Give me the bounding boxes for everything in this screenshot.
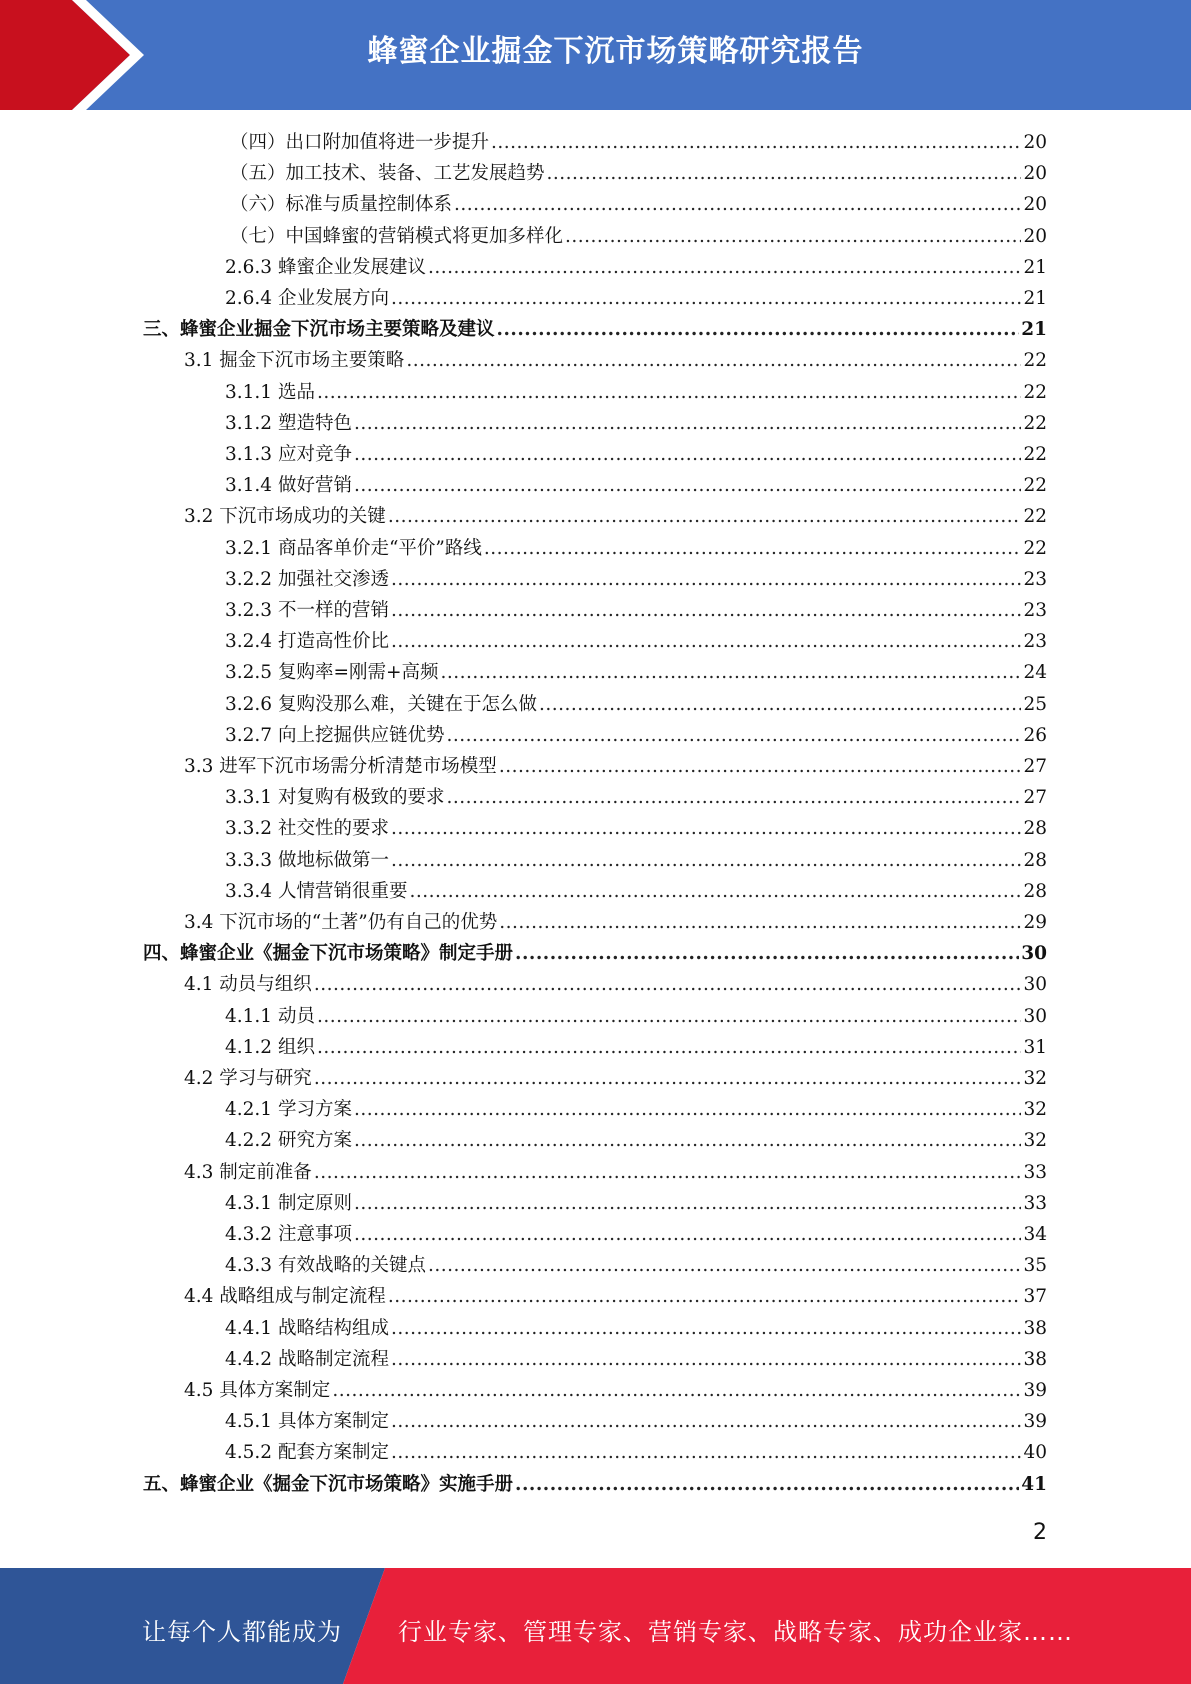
toc-entry-page: 24 xyxy=(1023,662,1047,684)
toc-entry-page: 20 xyxy=(1023,132,1047,153)
toc-entry-page: 30 xyxy=(1021,943,1047,965)
toc-entry[interactable] xyxy=(225,1032,1047,1063)
toc-entry-page: 22 xyxy=(1023,475,1047,497)
toc-entry-page: 32 xyxy=(1023,1130,1047,1152)
toc-entry[interactable] xyxy=(184,1063,1047,1094)
toc-entry[interactable] xyxy=(225,1406,1047,1437)
toc-entry-page: 33 xyxy=(1023,1192,1047,1214)
toc-dot-leader xyxy=(388,501,1022,532)
toc-entry-label: 五、蜂蜜企业《掘金下沉市场策略》实施手册 xyxy=(143,1473,514,1495)
toc-entry-page: 22 xyxy=(1023,444,1047,465)
toc-entry-label: 3.2.4 打造高性价比 xyxy=(225,631,389,653)
toc-entry-label: 2.6.4 企业发展方向 xyxy=(225,288,389,309)
toc-entry-label: 4.5.2 配套方案制定 xyxy=(225,1442,389,1464)
toc-entry-label: 4.4.2 战略制定流程 xyxy=(225,1348,389,1370)
toc-entry-page: 41 xyxy=(1021,1473,1047,1495)
toc-entry-label: 4.3.3 有效战略的关键点 xyxy=(225,1255,426,1277)
toc-entry-page: 22 xyxy=(1023,412,1047,434)
toc-entry[interactable] xyxy=(225,782,1047,813)
toc-entry-page: 22 xyxy=(1023,537,1047,559)
toc-entry[interactable] xyxy=(225,1094,1047,1125)
toc-entry-page: 37 xyxy=(1023,1286,1047,1308)
toc-entry-page: 20 xyxy=(1023,194,1047,216)
toc-entry-label: 4.1.1 动员 xyxy=(225,1005,315,1027)
toc-dot-leader xyxy=(354,439,1022,470)
toc-entry-label: 3.3.3 做地标做第一 xyxy=(225,849,389,871)
toc-dot-leader xyxy=(391,283,1021,314)
toc-entry[interactable] xyxy=(225,845,1047,876)
toc-dot-leader xyxy=(391,1406,1021,1437)
toc-dot-leader xyxy=(484,533,1022,564)
toc-dot-leader xyxy=(406,345,1021,376)
toc-entry-page: 38 xyxy=(1023,1348,1047,1370)
toc-entry[interactable] xyxy=(230,189,1047,220)
toc-entry-page: 30 xyxy=(1023,974,1047,996)
toc-entry-page: 38 xyxy=(1023,1317,1047,1339)
toc-entry[interactable] xyxy=(225,1437,1047,1468)
toc-entry-label: （六）标准与质量控制体系 xyxy=(230,194,453,216)
toc-dot-leader xyxy=(547,158,1022,189)
toc-dot-leader xyxy=(314,969,1022,1000)
toc-entry[interactable] xyxy=(184,1157,1047,1188)
toc-entry-label: 3.3.1 对复购有极致的要求 xyxy=(225,787,445,809)
toc-entry-page: 30 xyxy=(1023,1005,1047,1027)
toc-entry[interactable] xyxy=(225,1250,1047,1281)
toc-entry-label: 三、蜂蜜企业掘金下沉市场主要策略及建议 xyxy=(143,319,495,341)
toc-dot-leader xyxy=(391,564,1021,595)
toc-entry-page: 39 xyxy=(1023,1380,1047,1401)
toc-entry-label: 4.4 战略组成与制定流程 xyxy=(184,1286,386,1308)
toc-entry-page: 39 xyxy=(1023,1411,1047,1433)
toc-entry-page: 20 xyxy=(1023,163,1047,185)
toc-entry[interactable] xyxy=(230,127,1047,158)
toc-dot-leader xyxy=(497,314,1020,345)
toc-entry-label: 4.2.2 研究方案 xyxy=(225,1130,352,1152)
toc-entry[interactable] xyxy=(225,533,1047,564)
toc-entry-label: 4.3.1 制定原则 xyxy=(225,1192,352,1214)
toc-entry[interactable] xyxy=(225,626,1047,657)
toc-entry[interactable] xyxy=(230,221,1047,252)
toc-entry-label: （五）加工技术、装备、工艺发展趋势 xyxy=(230,163,545,185)
toc-entry[interactable] xyxy=(225,876,1047,907)
toc-entry-page: 21 xyxy=(1023,256,1047,278)
toc-entry-label: 4.3 制定前准备 xyxy=(184,1161,312,1183)
toc-entry[interactable] xyxy=(184,1281,1047,1312)
toc-entry-label: 3.2.6 复购没那么难，关键在于怎么做 xyxy=(225,693,537,715)
toc-dot-leader xyxy=(391,595,1021,626)
toc-entry[interactable] xyxy=(225,1125,1047,1156)
toc-entry-label: 3.1.1 选品 xyxy=(225,381,315,403)
toc-entry-label: 4.2.1 学习方案 xyxy=(225,1099,352,1121)
toc-entry[interactable] xyxy=(225,408,1047,439)
toc-dot-leader xyxy=(314,1063,1022,1094)
toc-dot-leader xyxy=(354,470,1022,501)
toc-entry[interactable] xyxy=(184,969,1047,1000)
toc-dot-leader xyxy=(391,1437,1021,1468)
toc-entry-label: 2.6.3 蜂蜜企业发展建议 xyxy=(225,256,426,278)
toc-entry[interactable] xyxy=(225,564,1047,595)
toc-entry-label: 3.3.2 社交性的要求 xyxy=(225,818,389,840)
page-header xyxy=(0,0,1191,110)
toc-entry-page: 23 xyxy=(1023,600,1047,621)
toc-entry-label: 3.2.3 不一样的营销 xyxy=(225,600,389,621)
toc-entry-label: （七）中国蜂蜜的营销模式将更加多样化 xyxy=(230,225,564,247)
toc-entry-label: 3.2.5 复购率=刚需+高频 xyxy=(225,662,439,684)
toc-dot-leader xyxy=(515,938,1019,969)
toc-entry[interactable] xyxy=(230,158,1047,189)
toc-entry-page: 32 xyxy=(1023,1068,1047,1089)
toc-entry[interactable] xyxy=(225,252,1047,283)
toc-entry[interactable] xyxy=(225,657,1047,688)
toc-entry[interactable] xyxy=(225,595,1047,626)
toc-dot-leader xyxy=(314,1157,1022,1188)
toc-entry-page: 28 xyxy=(1023,849,1047,871)
toc-entry[interactable] xyxy=(225,1001,1047,1032)
toc-dot-leader xyxy=(391,626,1021,657)
toc-entry-label: 3.1 掘金下沉市场主要策略 xyxy=(184,350,405,372)
toc-entry[interactable] xyxy=(225,1219,1047,1250)
toc-entry[interactable] xyxy=(143,1469,1047,1500)
toc-entry[interactable] xyxy=(184,501,1047,532)
toc-dot-leader xyxy=(391,1313,1021,1344)
toc-entry-page: 21 xyxy=(1021,319,1047,341)
toc-dot-leader xyxy=(515,1469,1019,1500)
toc-dot-leader xyxy=(332,1375,1021,1406)
toc-dot-leader xyxy=(428,1250,1021,1281)
toc-entry-label: 四、蜂蜜企业《掘金下沉市场策略》制定手册 xyxy=(143,943,514,965)
toc-entry[interactable] xyxy=(225,1188,1047,1219)
page-footer xyxy=(0,1568,1191,1684)
toc-dot-leader xyxy=(499,907,1021,938)
toc-entry-page: 22 xyxy=(1023,506,1047,528)
toc-entry-page: 29 xyxy=(1023,912,1047,933)
toc-entry-page: 22 xyxy=(1023,381,1047,403)
toc-entry-label: 4.5.1 具体方案制定 xyxy=(225,1411,389,1433)
toc-entry-label: 3.2 下沉市场成功的关键 xyxy=(184,506,386,528)
toc-entry-label: 4.1.2 组织 xyxy=(225,1036,315,1058)
toc-entry-page: 21 xyxy=(1023,288,1047,309)
toc-dot-leader xyxy=(409,876,1021,907)
toc-entry-page: 35 xyxy=(1023,1255,1047,1277)
toc-entry[interactable] xyxy=(225,720,1047,751)
toc-entry-label: 3.2.2 加强社交渗透 xyxy=(225,568,389,590)
toc-entry-page: 27 xyxy=(1023,756,1047,777)
toc-entry-page: 28 xyxy=(1023,880,1047,902)
toc-entry-page: 23 xyxy=(1023,568,1047,590)
toc-entry-label: 3.1.3 应对竞争 xyxy=(225,444,352,465)
toc-dot-leader xyxy=(354,408,1022,439)
toc-entry-label: 4.1 动员与组织 xyxy=(184,974,312,996)
toc-entry[interactable] xyxy=(225,1344,1047,1375)
toc-entry[interactable] xyxy=(184,907,1047,938)
toc-dot-leader xyxy=(391,845,1021,876)
toc-entry-page: 34 xyxy=(1023,1224,1047,1245)
toc-dot-leader xyxy=(354,1188,1022,1219)
toc-entry[interactable] xyxy=(225,813,1047,844)
toc-dot-leader xyxy=(317,1032,1022,1063)
page-number: 2 xyxy=(1033,1520,1047,1545)
toc-entry[interactable] xyxy=(225,689,1047,720)
toc-dot-leader xyxy=(539,689,1021,720)
toc-entry-page: 20 xyxy=(1023,225,1047,247)
toc-entry[interactable] xyxy=(184,345,1047,376)
toc-entry-page: 28 xyxy=(1023,818,1047,840)
toc-dot-leader xyxy=(499,751,1022,782)
toc-entry-label: 3.1.4 做好营销 xyxy=(225,475,352,497)
toc-entry-label: 4.4.1 战略结构组成 xyxy=(225,1317,389,1339)
toc-entry-label: 3.2.1 商品客单价走“平价”路线 xyxy=(225,537,482,559)
toc-dot-leader xyxy=(317,1001,1022,1032)
toc-dot-leader xyxy=(354,1094,1022,1125)
toc-entry-page: 26 xyxy=(1023,724,1047,746)
toc-dot-leader xyxy=(446,782,1021,813)
toc-dot-leader xyxy=(391,1344,1021,1375)
toc-dot-leader xyxy=(354,1125,1022,1156)
toc-entry-label: 3.3 进军下沉市场需分析清楚市场模型 xyxy=(184,756,497,777)
toc-entry-label: 4.3.2 注意事项 xyxy=(225,1224,352,1245)
toc-entry-label: 3.3.4 人情营销很重要 xyxy=(225,880,408,902)
toc-entry-label: 3.1.2 塑造特色 xyxy=(225,412,352,434)
toc-dot-leader xyxy=(440,657,1021,688)
toc-entry[interactable] xyxy=(225,377,1047,408)
toc-dot-leader xyxy=(565,221,1021,252)
toc-dot-leader xyxy=(388,1281,1022,1312)
toc-entry-page: 33 xyxy=(1023,1161,1047,1183)
header-title: 蜂蜜企业掘金下沉市场策略研究报告 xyxy=(367,34,864,69)
toc-entry-label: 3.4 下沉市场的“土著”仍有自己的优势 xyxy=(184,912,498,933)
footer-left-text: 让每个人都能成为 xyxy=(142,1618,342,1646)
toc-entry-label: 3.2.7 向上挖掘供应链优势 xyxy=(225,724,445,746)
toc-dot-leader xyxy=(354,1219,1022,1250)
toc-entry-label: 4.2 学习与研究 xyxy=(184,1068,312,1089)
toc-entry-page: 27 xyxy=(1023,787,1047,809)
toc-dot-leader xyxy=(491,127,1021,158)
toc-entry[interactable] xyxy=(143,938,1047,969)
toc-entry[interactable] xyxy=(184,751,1047,782)
toc-entry[interactable] xyxy=(225,439,1047,470)
toc-entry[interactable] xyxy=(184,1375,1047,1406)
toc-entry-page: 40 xyxy=(1023,1442,1047,1464)
toc-dot-leader xyxy=(446,720,1021,751)
toc-entry[interactable] xyxy=(225,470,1047,501)
toc-entry[interactable] xyxy=(143,314,1047,345)
toc-dot-leader xyxy=(317,377,1022,408)
toc-entry[interactable] xyxy=(225,1313,1047,1344)
toc-dot-leader xyxy=(454,189,1021,220)
toc-dot-leader xyxy=(391,813,1021,844)
toc-entry-page: 32 xyxy=(1023,1099,1047,1121)
toc-entry-page: 25 xyxy=(1023,693,1047,715)
toc-entry-page: 22 xyxy=(1023,350,1047,372)
toc-entry-page: 23 xyxy=(1023,631,1047,653)
footer-right-text: 行业专家、管理专家、营销专家、战略专家、成功企业家…… xyxy=(398,1618,1073,1646)
toc-entry[interactable] xyxy=(225,283,1047,314)
toc-entry-label: 4.5 具体方案制定 xyxy=(184,1380,331,1401)
toc-entry-label: （四）出口附加值将进一步提升 xyxy=(230,132,490,153)
toc-dot-leader xyxy=(428,252,1021,283)
toc-entry-page: 31 xyxy=(1023,1036,1047,1058)
